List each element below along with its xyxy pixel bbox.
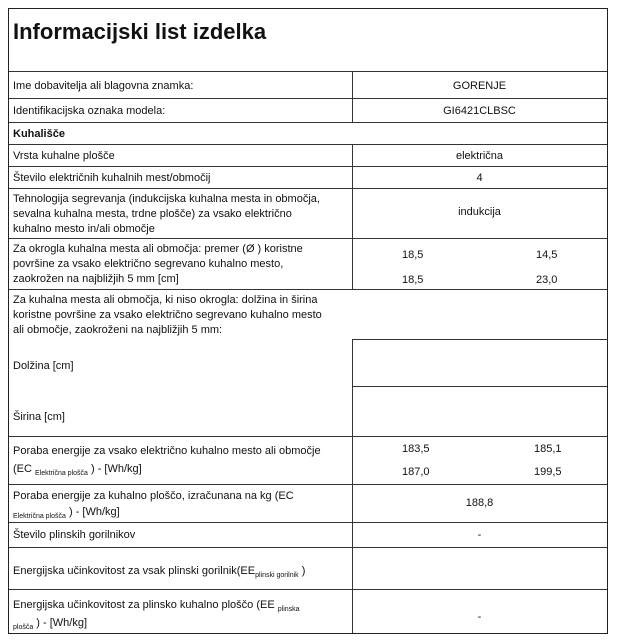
heating-tech-value: indukcija <box>458 206 501 218</box>
row-gas-burners <box>9 522 607 547</box>
heating-tech-label-2: sevalna kuhalna mesta, trdne plošče) za vsako električno <box>13 208 292 220</box>
zones-count-label: Število električnih kuhalnih mest/območij <box>13 172 211 184</box>
energy-hob-label-1: Poraba energije za kuhalno ploščo, izračunana na kg (EC <box>13 490 294 502</box>
supplier-value: GORENJE <box>452 80 507 92</box>
row-nonround-zones <box>9 289 607 339</box>
energy-zone-4-value: 199,5 <box>534 466 562 478</box>
page-title: Informacijski list izdelka <box>13 19 267 44</box>
round-zones-label-3: zaokrožen na najbližjih 5 mm [cm] <box>13 273 179 285</box>
supplier-label: Ime dobavitelja ali blagovna znamka: <box>13 80 194 92</box>
row-width <box>9 386 607 436</box>
row-hob-type <box>9 144 607 166</box>
round-zone-1-value: 18,5 <box>402 249 424 261</box>
gas-burners-label: Število plinskih gorilnikov <box>13 529 136 541</box>
energy-hob-label-2: $_{Električna plošča}$ ) - [Wh/kg] <box>13 506 120 520</box>
round-zones-label-1: Za okrogla kuhalna mesta ali območja: premer (Ø ) koristne <box>13 243 303 255</box>
nonround-label-3: ali območje, zaokroženi na najbližjih 5 mm: <box>13 324 223 336</box>
hob-type-label: Vrsta kuhalne plošče <box>13 150 115 162</box>
row-model <box>9 98 607 122</box>
width-label: Širina [cm] <box>13 411 65 423</box>
energy-zone-1-value: 183,5 <box>402 443 430 455</box>
gas-eff-hob-label-2: $_{plošča}$ ) - [Wh/kg] <box>13 617 88 631</box>
gas-eff-hob-label-1: Energijska učinkovitost za plinsko kuhalno ploščo (EE $_{plinska}$ <box>13 599 300 613</box>
round-zone-2-value: 14,5 <box>536 249 558 261</box>
product-info-sheet <box>8 8 608 634</box>
row-energy-per-zone <box>9 436 607 484</box>
heating-tech-label-3: kuhalno mesto in/ali območje <box>13 223 155 235</box>
row-supplier <box>9 71 607 98</box>
row-zones-count <box>9 166 607 188</box>
row-energy-hob <box>9 484 607 522</box>
length-label: Dolžina [cm] <box>13 360 74 372</box>
model-value: GI6421CLBSC <box>443 105 516 117</box>
row-heating-technology <box>9 188 607 238</box>
energy-zone-label-2: (EC $_{Električna plošča}$ ) - [Wh/kg] <box>13 463 142 477</box>
energy-zone-2-value: 185,1 <box>534 443 562 455</box>
row-gas-eff-burner <box>9 547 607 589</box>
model-label: Identifikacijska oznaka modela: <box>13 105 166 117</box>
energy-zone-label-1: Poraba energije za vsako električno kuhalno mesto ali območje <box>13 445 321 457</box>
heating-tech-label-1: Tehnologija segrevanja (indukcijska kuhalna mesta in območja, <box>13 193 320 205</box>
nonround-label-1: Za kuhalna mesta ali območja, ki niso okrogla: dolžina in širina <box>13 294 318 306</box>
nonround-label-2: koristne površine za vsako električno segrevano kuhalno mesto <box>13 309 322 321</box>
round-zones-label-2: površine za vsako električno segrevano kuhalno mesto, <box>13 258 284 270</box>
section-title: Kuhališče <box>13 128 65 140</box>
row-length <box>9 339 607 386</box>
gas-eff-hob-value: - <box>477 611 482 623</box>
row-gas-eff-hob <box>9 589 607 633</box>
hob-type-value: električna <box>455 150 504 162</box>
row-round-zones <box>9 238 607 289</box>
round-zone-3-value: 18,5 <box>402 274 424 286</box>
energy-hob-value: 188,8 <box>465 497 494 509</box>
energy-zone-3-value: 187,0 <box>402 466 430 478</box>
zones-count-value: 4 <box>476 172 483 184</box>
row-section-hob <box>9 122 607 144</box>
gas-eff-burner-label: Energijska učinkovitost za vsak plinski $gorilnik(EE_{plinski gorilnik}$ ) <box>13 565 306 579</box>
round-zone-4-value: 23,0 <box>536 274 558 286</box>
gas-burners-value: - <box>477 529 482 541</box>
